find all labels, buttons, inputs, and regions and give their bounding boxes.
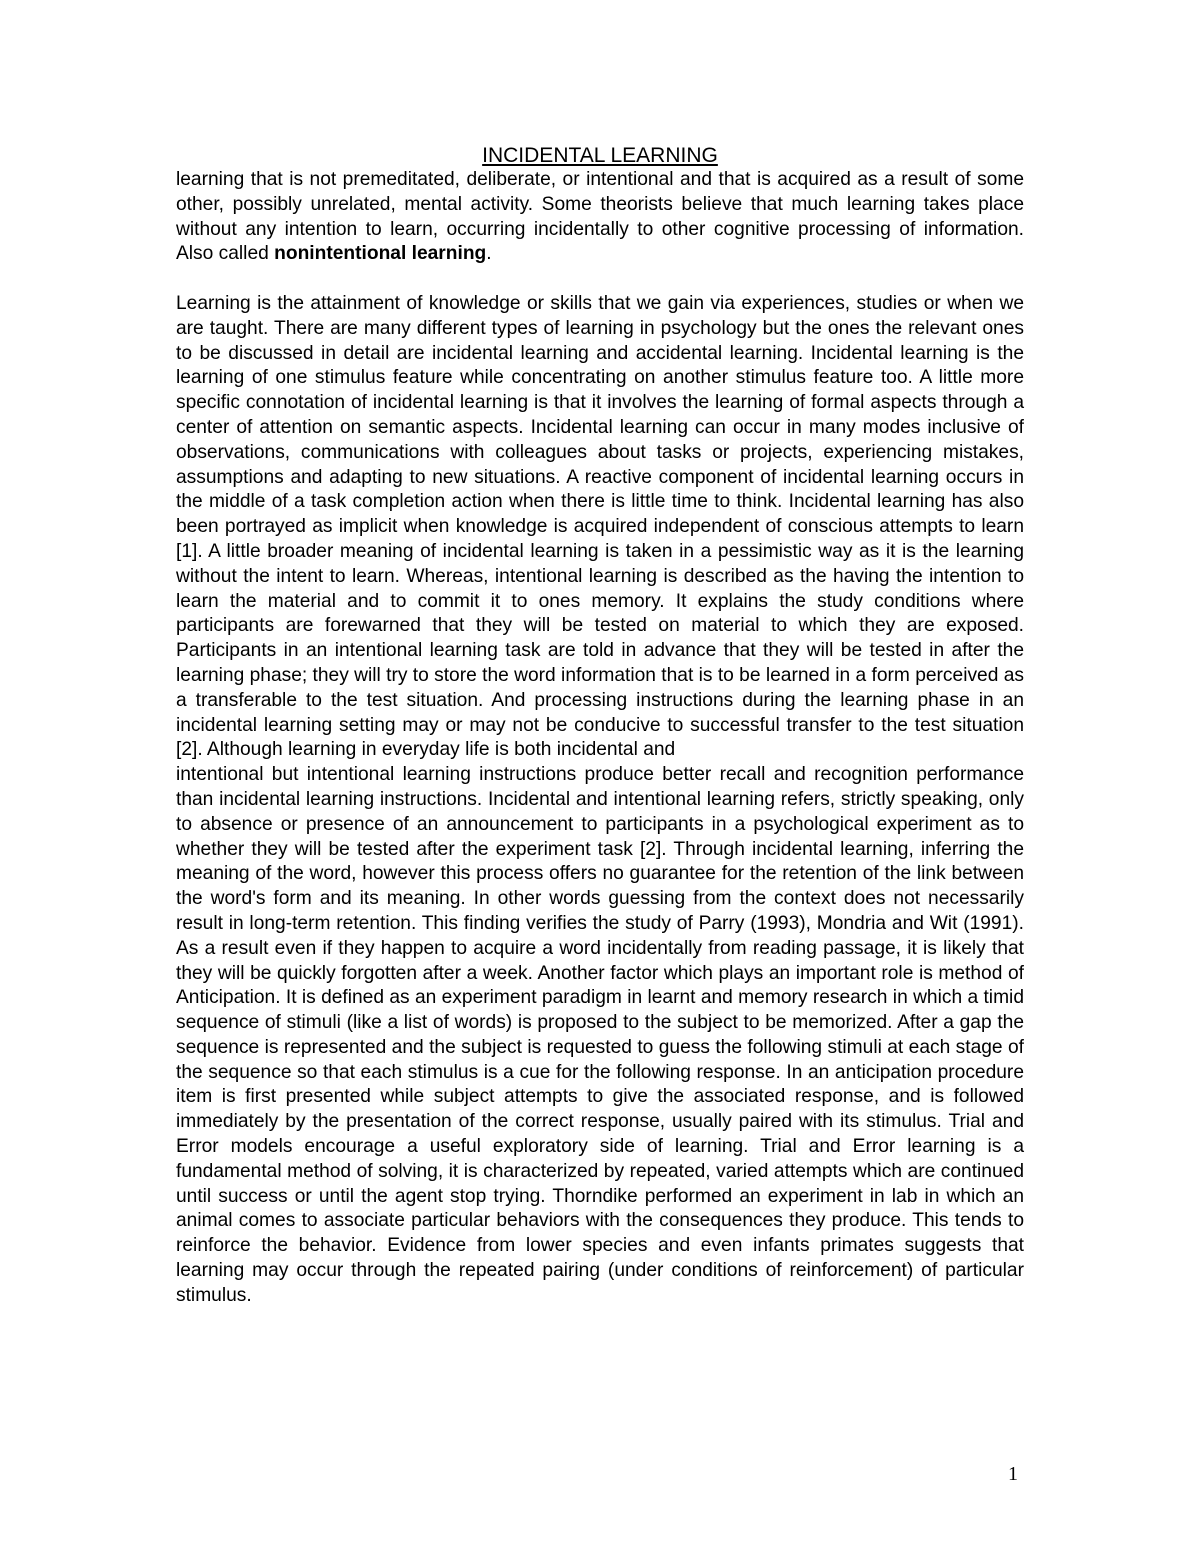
- definition-end: .: [486, 243, 492, 265]
- definition-bold-term: nonintentional learning: [274, 243, 487, 265]
- body-paragraph-2: intentional but intentional learning instructions produce better recall and recognition performance than incidental learning instructions. Incidental and intentional learning refers, strictly speaking, only to absence or presence of an announcement to participants in a psychological experiment as to whether they will be tested after the experiment task [2]. Through incidental learning, inferring the meaning of the word, however this process offers no guarantee for the retention of the link between the word's form and its meaning. In other words guessing from the context does not necessarily result in long-term retention. This finding verifies the study of Parry (1993), Mondria and Wit (1991). As a result even if they happen to acquire a word incidentally from reading passage, it is likely that they will be quickly forgotten after a week. Another factor which plays an important role is method of Anticipation. It is defined as an experiment paradigm in learnt and memory research in which a timid sequence of stimuli (like a list of words) is proposed to the subject to be memorized. After a gap the sequence is represented and the subject is requested to guess the following stimuli at each stage of the sequence so that each stimulus is a cue for the following response. In an anticipation procedure item is first presented while subject attempts to give the associated response, and is followed immediately by the presentation of the correct response, usually paired with its stimulus. Trial and Error models encourage a useful exploratory side of learning. Trial and Error learning is a fundamental method of solving, it is characterized by repeated, varied attempts which are continued until success or until the agent stop trying. Thorndike performed an experiment in lab in which an animal comes to associate particular behaviors with the consequences they produce. This tends to reinforce the behavior. Evidence from lower species and even infants primates suggests that learning may occur through the repeated pairing (under conditions of reinforcement) of particular stimulus.: [176, 764, 1024, 1306]
- definition-text: learning that is not premeditated, deliberate, or intentional and that is acquired as a result of some other, possibly unrelated, mental activity. Some theorists believe that much learning takes place without any intention to learn, occurring incidentally to other cognitive processing of information. Also called: [176, 169, 1024, 265]
- definition-paragraph: [176, 168, 1024, 267]
- page-content: [176, 144, 1024, 1309]
- paragraph-spacer: [176, 267, 1024, 292]
- page-number: 1: [1008, 1463, 1018, 1485]
- page-title: INCIDENTAL LEARNING: [482, 144, 718, 167]
- body-paragraph-1: Learning is the attainment of knowledge or skills that we gain via experiences, studies or when we are taught. There are many different types of learning in psychology but the ones the relevant ones to be discussed in detail are incidental learning and accidental learning. Incidental learning is the learning of one stimulus feature while concentrating on another stimulus feature too. A little more specific connotation of incidental learning is that it involves the learning of formal aspects through a center of attention on semantic aspects. Incidental learning can occur in many modes inclusive of observations, communications with colleagues about tasks or projects, experiencing mistakes, assumptions and adapting to new situations. A reactive component of incidental learning occurs in the middle of a task completion action when there is little time to think. Incidental learning has also been portrayed as implicit when knowledge is acquired independent of conscious attempts to learn [1]. A little broader meaning of incidental learning is taken in a pessimistic way as it is the learning without the intent to learn. Whereas, intentional learning is described as the having the intention to learn the material and to commit it to ones memory. It explains the study conditions where participants are forewarned that they will be tested on material to which they are exposed. Participants in an intentional learning task are told in advance that they will be tested in after the learning phase; they will try to store the word information that is to be learned in a form perceived as a transferable to the test situation. And processing instructions during the learning phase in an incidental learning setting may or may not be conducive to successful transfer to the test situation [2]. Although learning in everyday life is both incidental and: [176, 292, 1024, 761]
